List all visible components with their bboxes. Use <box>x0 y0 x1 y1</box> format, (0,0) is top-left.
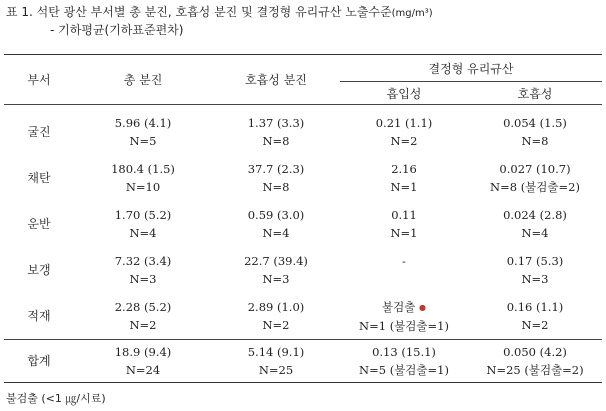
header-respirable: 호흡성 <box>517 86 553 101</box>
cell-value: 1.70 (5.2) <box>114 208 172 222</box>
table-row <box>4 293 602 340</box>
cell-value: 0.054 (1.5) <box>503 116 567 130</box>
cell-value: 2.89 (1.0) <box>247 300 305 314</box>
cell-value: 1.37 (3.3) <box>247 116 305 130</box>
cell-respirable <box>468 155 602 201</box>
cell-value: 0.11 <box>391 208 417 222</box>
cell-count: N=8 <box>262 180 290 194</box>
cell-resp-dust <box>212 105 340 156</box>
cell-value-line <box>340 298 468 317</box>
cell-value: 0.024 (2.8) <box>503 208 567 222</box>
cell-count: N=1 <box>390 180 418 194</box>
cell-count: N=8 (불검출=2) <box>490 180 580 194</box>
cell-inhalable <box>340 201 468 247</box>
cell-respirable <box>468 247 602 293</box>
cell-resp-dust <box>212 340 340 383</box>
cell-count <box>340 270 468 288</box>
cell-respirable <box>468 105 602 156</box>
caption-unit: (mg/m³) <box>391 8 433 19</box>
cell-total-dust <box>74 201 212 247</box>
cell-count: N=3 <box>521 272 549 286</box>
header-inhalable: 흡입성 <box>386 86 422 101</box>
row-dept: 굴진 <box>27 125 51 139</box>
cell-inhalable <box>340 293 468 340</box>
cell-value: 불검출 <box>382 299 416 314</box>
cell-count: N=1 (불검출=1) <box>359 318 449 333</box>
cell-value: 37.7 (2.3) <box>247 162 305 176</box>
cell-value: 0.027 (10.7) <box>499 162 571 176</box>
row-dept: 합계 <box>27 354 51 368</box>
cell-value: 0.59 (3.0) <box>247 208 305 222</box>
caption-title-line <box>6 4 433 22</box>
row-dept: 보갱 <box>27 263 51 277</box>
cell-value: 0.13 (15.1) <box>372 345 436 359</box>
cell-value: 0.17 (5.3) <box>506 254 564 268</box>
cell-count: N=2 <box>390 134 418 148</box>
header-dept: 부서 <box>27 73 51 87</box>
cell-value: 2.28 (5.2) <box>114 300 172 314</box>
cell-value: 22.7 (39.4) <box>244 254 308 268</box>
cell-value: 0.21 (1.1) <box>375 116 433 130</box>
cell-count: N=2 <box>262 318 290 332</box>
cell-count: N=3 <box>262 272 290 286</box>
cell-resp-dust <box>212 201 340 247</box>
table-row <box>4 155 602 201</box>
exposure-table <box>4 54 602 383</box>
cell-value: - <box>402 254 406 268</box>
cell-respirable <box>468 293 602 340</box>
cell-value: 2.16 <box>391 162 417 176</box>
cell-value: 7.32 (3.4) <box>114 254 172 268</box>
cell-value: 5.14 (9.1) <box>247 345 305 359</box>
cell-count: N=8 <box>262 134 290 148</box>
caption-subtitle: - 기하평균(기하표준편차) <box>50 23 184 37</box>
cell-count: N=10 <box>125 180 161 194</box>
cell-resp-dust <box>212 293 340 340</box>
table-row <box>4 201 602 247</box>
table-caption <box>6 4 433 38</box>
table-row <box>4 247 602 293</box>
cell-count: N=2 <box>129 318 157 332</box>
row-dept: 채탄 <box>27 171 51 185</box>
header-total-dust: 총 분진 <box>123 73 163 87</box>
cell-inhalable <box>340 247 468 293</box>
table-row-total <box>4 340 602 383</box>
cell-count: N=25 (불검출=2) <box>486 363 584 377</box>
cell-inhalable <box>340 155 468 201</box>
cell-inhalable <box>340 340 468 383</box>
cell-total-dust <box>74 293 212 340</box>
cell-count: N=5 (불검출=1) <box>359 363 449 377</box>
cell-value: 0.16 (1.1) <box>506 300 564 314</box>
cell-total-dust <box>74 155 212 201</box>
cell-respirable <box>468 340 602 383</box>
cell-count: N=8 <box>521 134 549 148</box>
cell-inhalable <box>340 105 468 156</box>
cell-respirable <box>468 201 602 247</box>
cell-count: N=2 <box>521 318 549 332</box>
cell-total-dust <box>74 247 212 293</box>
cell-total-dust <box>74 340 212 383</box>
cell-resp-dust <box>212 247 340 293</box>
caption-title: 표 1. 석탄 광산 부서별 총 분진, 호흡성 분진 및 결정형 유리규산 노출수준 <box>6 5 392 19</box>
cell-count: N=4 <box>129 226 157 240</box>
header-silica: 결정형 유리규산 <box>340 55 602 82</box>
row-dept: 적재 <box>27 309 51 323</box>
cell-value: 5.96 (4.1) <box>114 116 172 130</box>
table-footnote: 불검출 (<1 ㎍/시료) <box>6 392 106 405</box>
cell-value: 0.050 (4.2) <box>503 345 567 359</box>
cell-total-dust <box>74 105 212 156</box>
row-dept: 운반 <box>27 217 51 231</box>
cell-resp-dust <box>212 155 340 201</box>
table-row <box>4 105 602 156</box>
cell-count: N=4 <box>521 226 549 240</box>
cell-count: N=1 <box>390 226 418 240</box>
cell-count: N=24 <box>125 363 161 377</box>
cell-value: 180.4 (1.5) <box>111 162 175 176</box>
red-dot-mark: ● <box>419 302 426 312</box>
header-resp-dust: 호흡성 분진 <box>245 73 307 87</box>
cell-count: N=25 <box>258 363 294 377</box>
cell-value: 18.9 (9.4) <box>114 345 172 359</box>
cell-count: N=3 <box>129 272 157 286</box>
cell-count: N=4 <box>262 226 290 240</box>
cell-count: N=5 <box>129 134 157 148</box>
